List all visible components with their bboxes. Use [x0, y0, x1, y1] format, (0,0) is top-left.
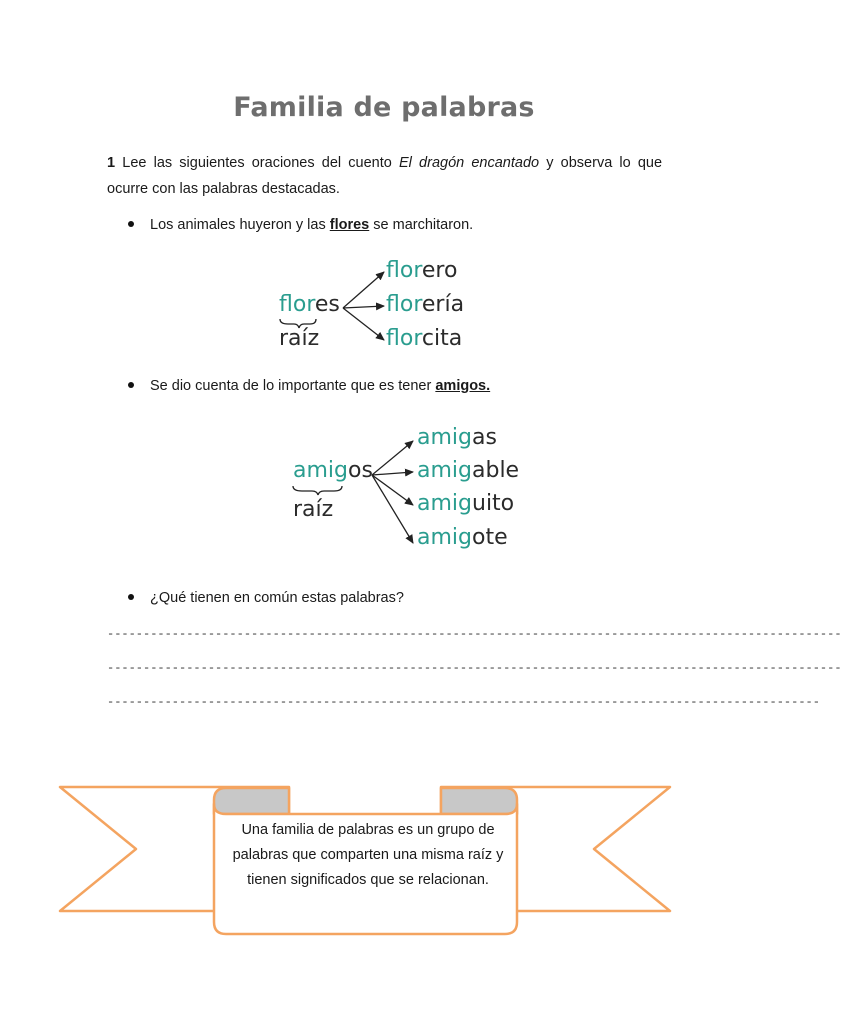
derived-word-amigas: amigas	[417, 425, 497, 450]
derived-word-amigable: amigable	[417, 458, 520, 483]
root-label: raíz	[279, 326, 320, 351]
derived-word-florero: florero	[386, 258, 458, 283]
story-title: El dragón encantado	[399, 155, 540, 171]
answer-line-1[interactable]: ------------------------------------------------------------------------------------------------------	[107, 627, 842, 641]
highlight-word-amigos: amigos.	[435, 378, 491, 394]
intro-text-2: y observa lo que ocurre con las palabras destacadas.	[107, 155, 663, 197]
highlight-word-flores: flores	[329, 217, 370, 233]
derived-word-amigote: amigote	[417, 525, 508, 550]
bullet-2-before: Se dio cuenta de lo importante que es tener	[150, 378, 432, 394]
derived-word-amiguito: amiguito	[417, 491, 515, 516]
answer-line-2[interactable]: ------------------------------------------------------------------------------------------------------	[107, 661, 842, 675]
ribbon-left-fold	[214, 788, 289, 814]
definition-text: Una familia de palabras es un grupo de palabras que comparten una misma raíz y tienen significados que se relacionan.	[232, 822, 504, 888]
root-label: raíz	[293, 497, 334, 522]
page-title: Familia de palabras	[233, 92, 535, 123]
derived-word-florcita: florcita	[386, 326, 463, 351]
bullet-1-after: se marchitaron.	[373, 217, 474, 233]
bullet-1-before: Los animales huyeron y las	[150, 217, 326, 233]
derived-word-floreria: florería	[386, 292, 465, 317]
root-word-amigos: amigos	[293, 458, 373, 483]
answer-line-3[interactable]: ---------------------------------------------------------------------------------------------------	[107, 695, 820, 709]
question-text: ¿Qué tienen en común estas palabras?	[150, 590, 404, 606]
root-word-flores: flores	[279, 292, 340, 317]
exercise-number: 1	[107, 155, 116, 171]
intro-text-1: Lee las siguientes oraciones del cuento	[122, 155, 392, 171]
ribbon-right-fold	[441, 788, 517, 814]
